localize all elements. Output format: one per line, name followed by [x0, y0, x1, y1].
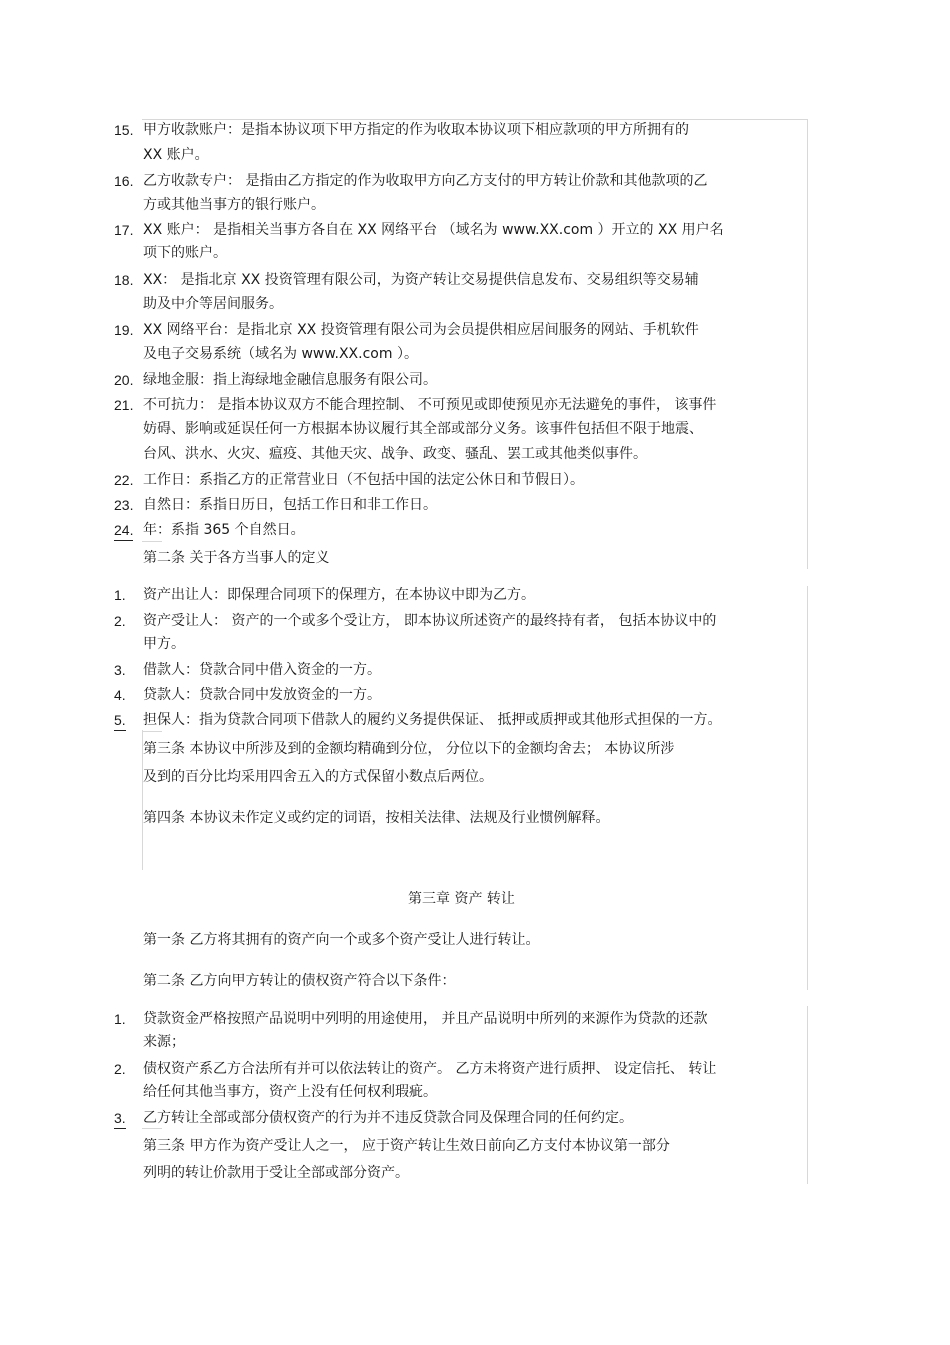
item-text: 借款人：贷款合同中借入资金的一方。: [143, 662, 381, 678]
item-number: 3.: [114, 1108, 126, 1129]
item-text: 自然日：系指日历日，包括工作日和非工作日。: [143, 497, 437, 513]
article-heading: 第二条 关于各方当事人的定义: [143, 550, 330, 566]
item-number: 16.: [114, 173, 134, 189]
item-number: 19.: [114, 322, 134, 338]
item-text: 乙方转让全部或部分债权资产的行为并不违反贷款合同及保理合同的任何约定。: [143, 1110, 633, 1126]
item-text: 资产受让人： 资产的一个或多个受让方， 即本协议所述资产的最终持有者， 包括本协议中的: [143, 613, 717, 629]
table-border-right: [807, 586, 808, 990]
item-text: XX 账户： 是指相关当事方各自在 XX 网络平台 （域名为 www.XX.com ）开立的 XX 用户名: [143, 222, 724, 238]
item-text: 担保人：指为贷款合同项下借款人的履约义务提供保证、 抵押或质押或其他形式担保的一方。: [143, 712, 722, 728]
item-text: 不可抗力： 是指本协议双方不能合理控制、 不可预见或即使预见亦无法避免的事件， 该事件: [143, 397, 717, 413]
chapter-heading: 第三章 资产 转让: [408, 891, 515, 907]
article-text: 第一条 乙方将其拥有的资产向一个或多个资产受让人进行转让。: [143, 932, 540, 948]
article-text: 第四条 本协议未作定义或约定的词语，按相关法律、法规及行业惯例解释。: [143, 810, 610, 826]
table-border-right: [807, 119, 808, 569]
table-border-line: [142, 1128, 162, 1129]
table-border-right: [807, 1006, 808, 1184]
table-border-line: [142, 731, 162, 732]
item-number: 18.: [114, 272, 134, 288]
item-text: 助及中介等居间服务。: [143, 296, 283, 312]
item-text: 给任何其他当事方，资产上没有任何权利瑕疵。: [143, 1084, 437, 1100]
item-text: 绿地金服：指上海绿地金融信息服务有限公司。: [143, 372, 437, 388]
item-number: 2.: [114, 1061, 126, 1077]
item-text: 来源；: [143, 1034, 185, 1050]
article-text: 第二条 乙方向甲方转让的债权资产符合以下条件：: [143, 973, 456, 989]
item-text: 方或其他当事方的银行账户。: [143, 197, 325, 213]
item-text: 贷款人：贷款合同中发放资金的一方。: [143, 687, 381, 703]
item-number: 5.: [114, 710, 126, 731]
article-text: 及到的百分比均采用四舍五入的方式保留小数点后两位。: [143, 769, 493, 785]
article-text: 第三条 本协议中所涉及到的金额均精确到分位， 分位以下的金额均舍去； 本协议所涉: [143, 741, 675, 757]
item-text: 乙方收款专户： 是指由乙方指定的作为收取甲方向乙方支付的甲方转让价款和其他款项的乙: [143, 173, 708, 189]
item-number: 4.: [114, 687, 126, 703]
item-number: 21.: [114, 397, 134, 413]
item-number: 20.: [114, 372, 134, 388]
item-text: 资产出让人：即保理合同项下的保理方，在本协议中即为乙方。: [143, 587, 535, 603]
item-number: 1.: [114, 1011, 126, 1027]
article-text: 第三条 甲方作为资产受让人之一， 应于资产转让生效日前向乙方支付本协议第一部分: [143, 1138, 670, 1154]
item-text: 甲方。: [143, 636, 185, 652]
item-text: 甲方收款账户：是指本协议项下甲方指定的作为收取本协议项下相应款项的甲方所拥有的: [143, 122, 689, 138]
item-text: 年：系指 365 个自然日。: [143, 522, 305, 538]
item-text: XX 账户。: [143, 147, 209, 163]
item-text: 台风、洪水、火灾、瘟疫、其他天灾、战争、政变、骚乱、罢工或其他类似事件。: [143, 446, 647, 462]
item-number: 23.: [114, 497, 134, 513]
item-text: 工作日：系指乙方的正常营业日（不包括中国的法定公休日和节假日）。: [143, 472, 584, 488]
item-number: 15.: [114, 122, 134, 138]
item-number: 24.: [114, 520, 133, 541]
item-text: 债权资产系乙方合法所有并可以依法转让的资产。 乙方未将资产进行质押、 设定信托、 转让: [143, 1061, 717, 1077]
item-text: 贷款资金严格按照产品说明中列明的用途使用， 并且产品说明中所列的来源作为贷款的还款: [143, 1011, 708, 1027]
item-text: 妨碍、影响或延误任何一方根据本协议履行其全部或部分义务。该事件包括但不限于地震、: [143, 421, 703, 437]
item-text: XX： 是指北京 XX 投资管理有限公司，为资产转让交易提供信息发布、交易组织等交易辅: [143, 272, 699, 288]
item-number: 17.: [114, 222, 134, 238]
table-border-line: [142, 541, 162, 542]
item-number: 22.: [114, 472, 134, 488]
item-number: 1.: [114, 587, 126, 603]
article-text: 列明的转让价款用于受让全部或部分资产。: [143, 1165, 409, 1181]
item-number: 2.: [114, 613, 126, 629]
item-number: 3.: [114, 662, 126, 678]
item-text: XX 网络平台：是指北京 XX 投资管理有限公司为会员提供相应居间服务的网站、手机软件: [143, 322, 699, 338]
item-text: 项下的账户。: [143, 245, 227, 261]
item-text: 及电子交易系统（域名为 www.XX.com ）。: [143, 346, 418, 362]
